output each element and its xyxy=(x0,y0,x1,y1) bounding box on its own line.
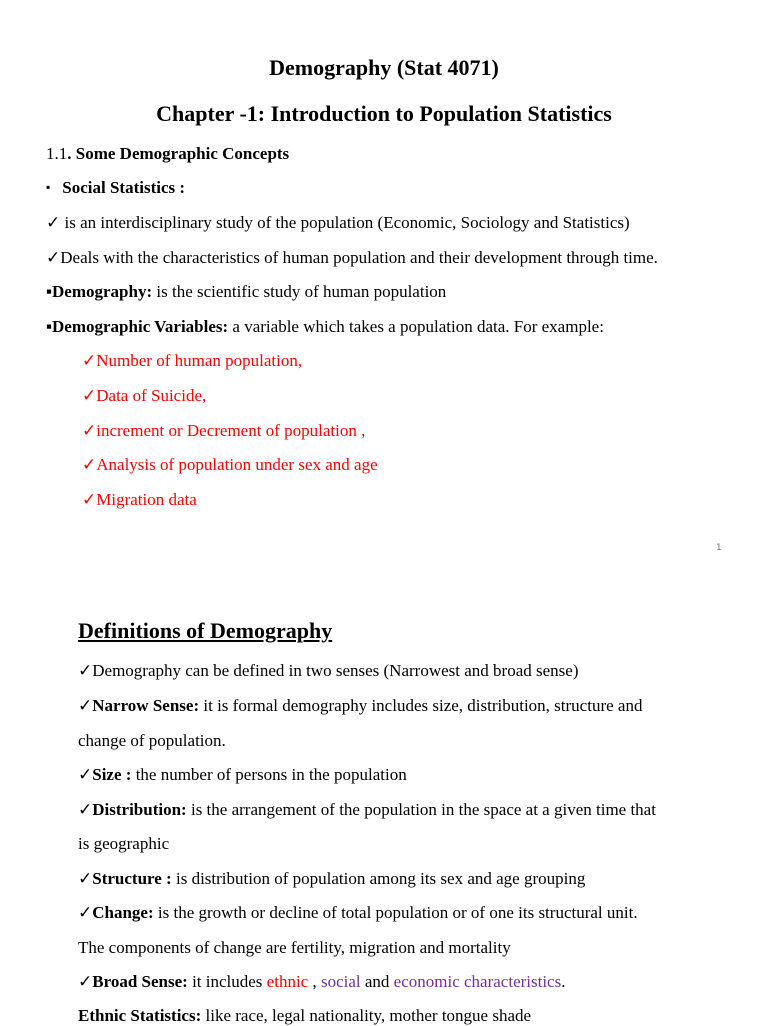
two-senses-line: ✓Demography can be defined in two senses (Narrowest and broad sense) xyxy=(78,661,579,680)
check-icon: ✓ xyxy=(78,972,93,991)
check-icon: ✓ xyxy=(82,455,97,474)
square-bullet-icon: ▪ xyxy=(46,180,51,194)
change-label: Change: xyxy=(92,903,154,922)
check-icon: ✓ xyxy=(78,696,93,715)
demography-definition: ▪Demography: is the scientific study of human population xyxy=(46,282,447,301)
example-item: ✓increment or Decrement of population , xyxy=(82,421,366,440)
check-icon: ✓ xyxy=(78,661,93,680)
check-icon: ✓ xyxy=(46,213,61,232)
demographic-variables-label: Demographic Variables: xyxy=(52,317,229,336)
page-number: 1 xyxy=(716,543,722,553)
narrow-sense-line: ✓Narrow Sense: it is formal demography includes size, distribution, structure and xyxy=(78,696,643,715)
section-title: . Some Demographic Concepts xyxy=(67,144,290,163)
check-icon: ✓ xyxy=(82,490,97,509)
check-icon: ✓ xyxy=(82,386,97,405)
check-icon: ✓ xyxy=(78,800,93,819)
example-item: ✓Analysis of population under sex and age xyxy=(82,455,378,474)
broad-sense-line: ✓Broad Sense: it includes ethnic , social and economic characteristics. xyxy=(78,972,566,991)
distribution-label: Distribution: xyxy=(92,800,187,819)
ethnic-term: ethnic xyxy=(266,972,309,991)
section-number: 1.1 xyxy=(46,144,68,163)
definitions-heading: Definitions of Demography xyxy=(78,618,333,643)
narrow-sense-continuation: change of population. xyxy=(78,731,226,750)
broad-sense-label: Broad Sense: xyxy=(92,972,188,991)
square-bullet-icon: ▪ xyxy=(46,317,53,336)
square-bullet-icon: ▪ xyxy=(46,282,53,301)
structure-label: Structure : xyxy=(92,869,172,888)
size-line: ✓Size : the number of persons in the population xyxy=(78,765,407,784)
distribution-line: ✓Distribution: is the arrangement of the population in the space at a given time that xyxy=(78,800,656,819)
check-icon: ✓ xyxy=(82,351,97,370)
section-heading xyxy=(46,144,289,164)
demographic-variables-definition: ▪Demographic Variables: a variable which takes a population data. For example: xyxy=(46,317,604,336)
check-icon: ✓ xyxy=(78,869,93,888)
check-icon: ✓ xyxy=(82,421,97,440)
chapter-title: Chapter -1: Introduction to Population Statistics xyxy=(156,101,612,126)
example-item: ✓Number of human population, xyxy=(82,351,303,370)
change-line: ✓Change: is the growth or decline of total population or of one its structural unit. xyxy=(78,903,638,922)
demography-label: Demography: xyxy=(52,282,153,301)
line-interdisciplinary: ✓ is an interdisciplinary study of the population (Economic, Sociology and Statistics) xyxy=(46,213,630,232)
size-label: Size : xyxy=(92,765,132,784)
distribution-continuation: is geographic xyxy=(78,834,170,853)
change-continuation: The components of change are fertility, migration and mortality xyxy=(78,938,511,957)
ethnic-statistics-line: Ethnic Statistics: like race, legal nationality, mother tongue shade xyxy=(78,1006,532,1025)
social-term: social xyxy=(320,972,361,991)
social-statistics-label: Social Statistics : xyxy=(62,178,186,197)
check-icon: ✓ xyxy=(78,903,93,922)
example-item: ✓Migration data xyxy=(82,490,197,509)
ethnic-statistics-label: Ethnic Statistics: xyxy=(78,1006,202,1025)
check-icon: ✓ xyxy=(78,765,93,784)
document-title: Demography (Stat 4071) xyxy=(269,55,499,80)
example-item: ✓Data of Suicide, xyxy=(82,386,207,405)
structure-line: ✓Structure : is distribution of population among its sex and age grouping xyxy=(78,869,586,888)
social-statistics-item xyxy=(46,178,185,198)
economic-term: economic characteristics xyxy=(393,972,562,991)
check-icon: ✓ xyxy=(46,248,61,267)
line-characteristics: ✓Deals with the characteristics of human population and their development through time. xyxy=(46,248,658,267)
narrow-sense-label: Narrow Sense: xyxy=(92,696,200,715)
